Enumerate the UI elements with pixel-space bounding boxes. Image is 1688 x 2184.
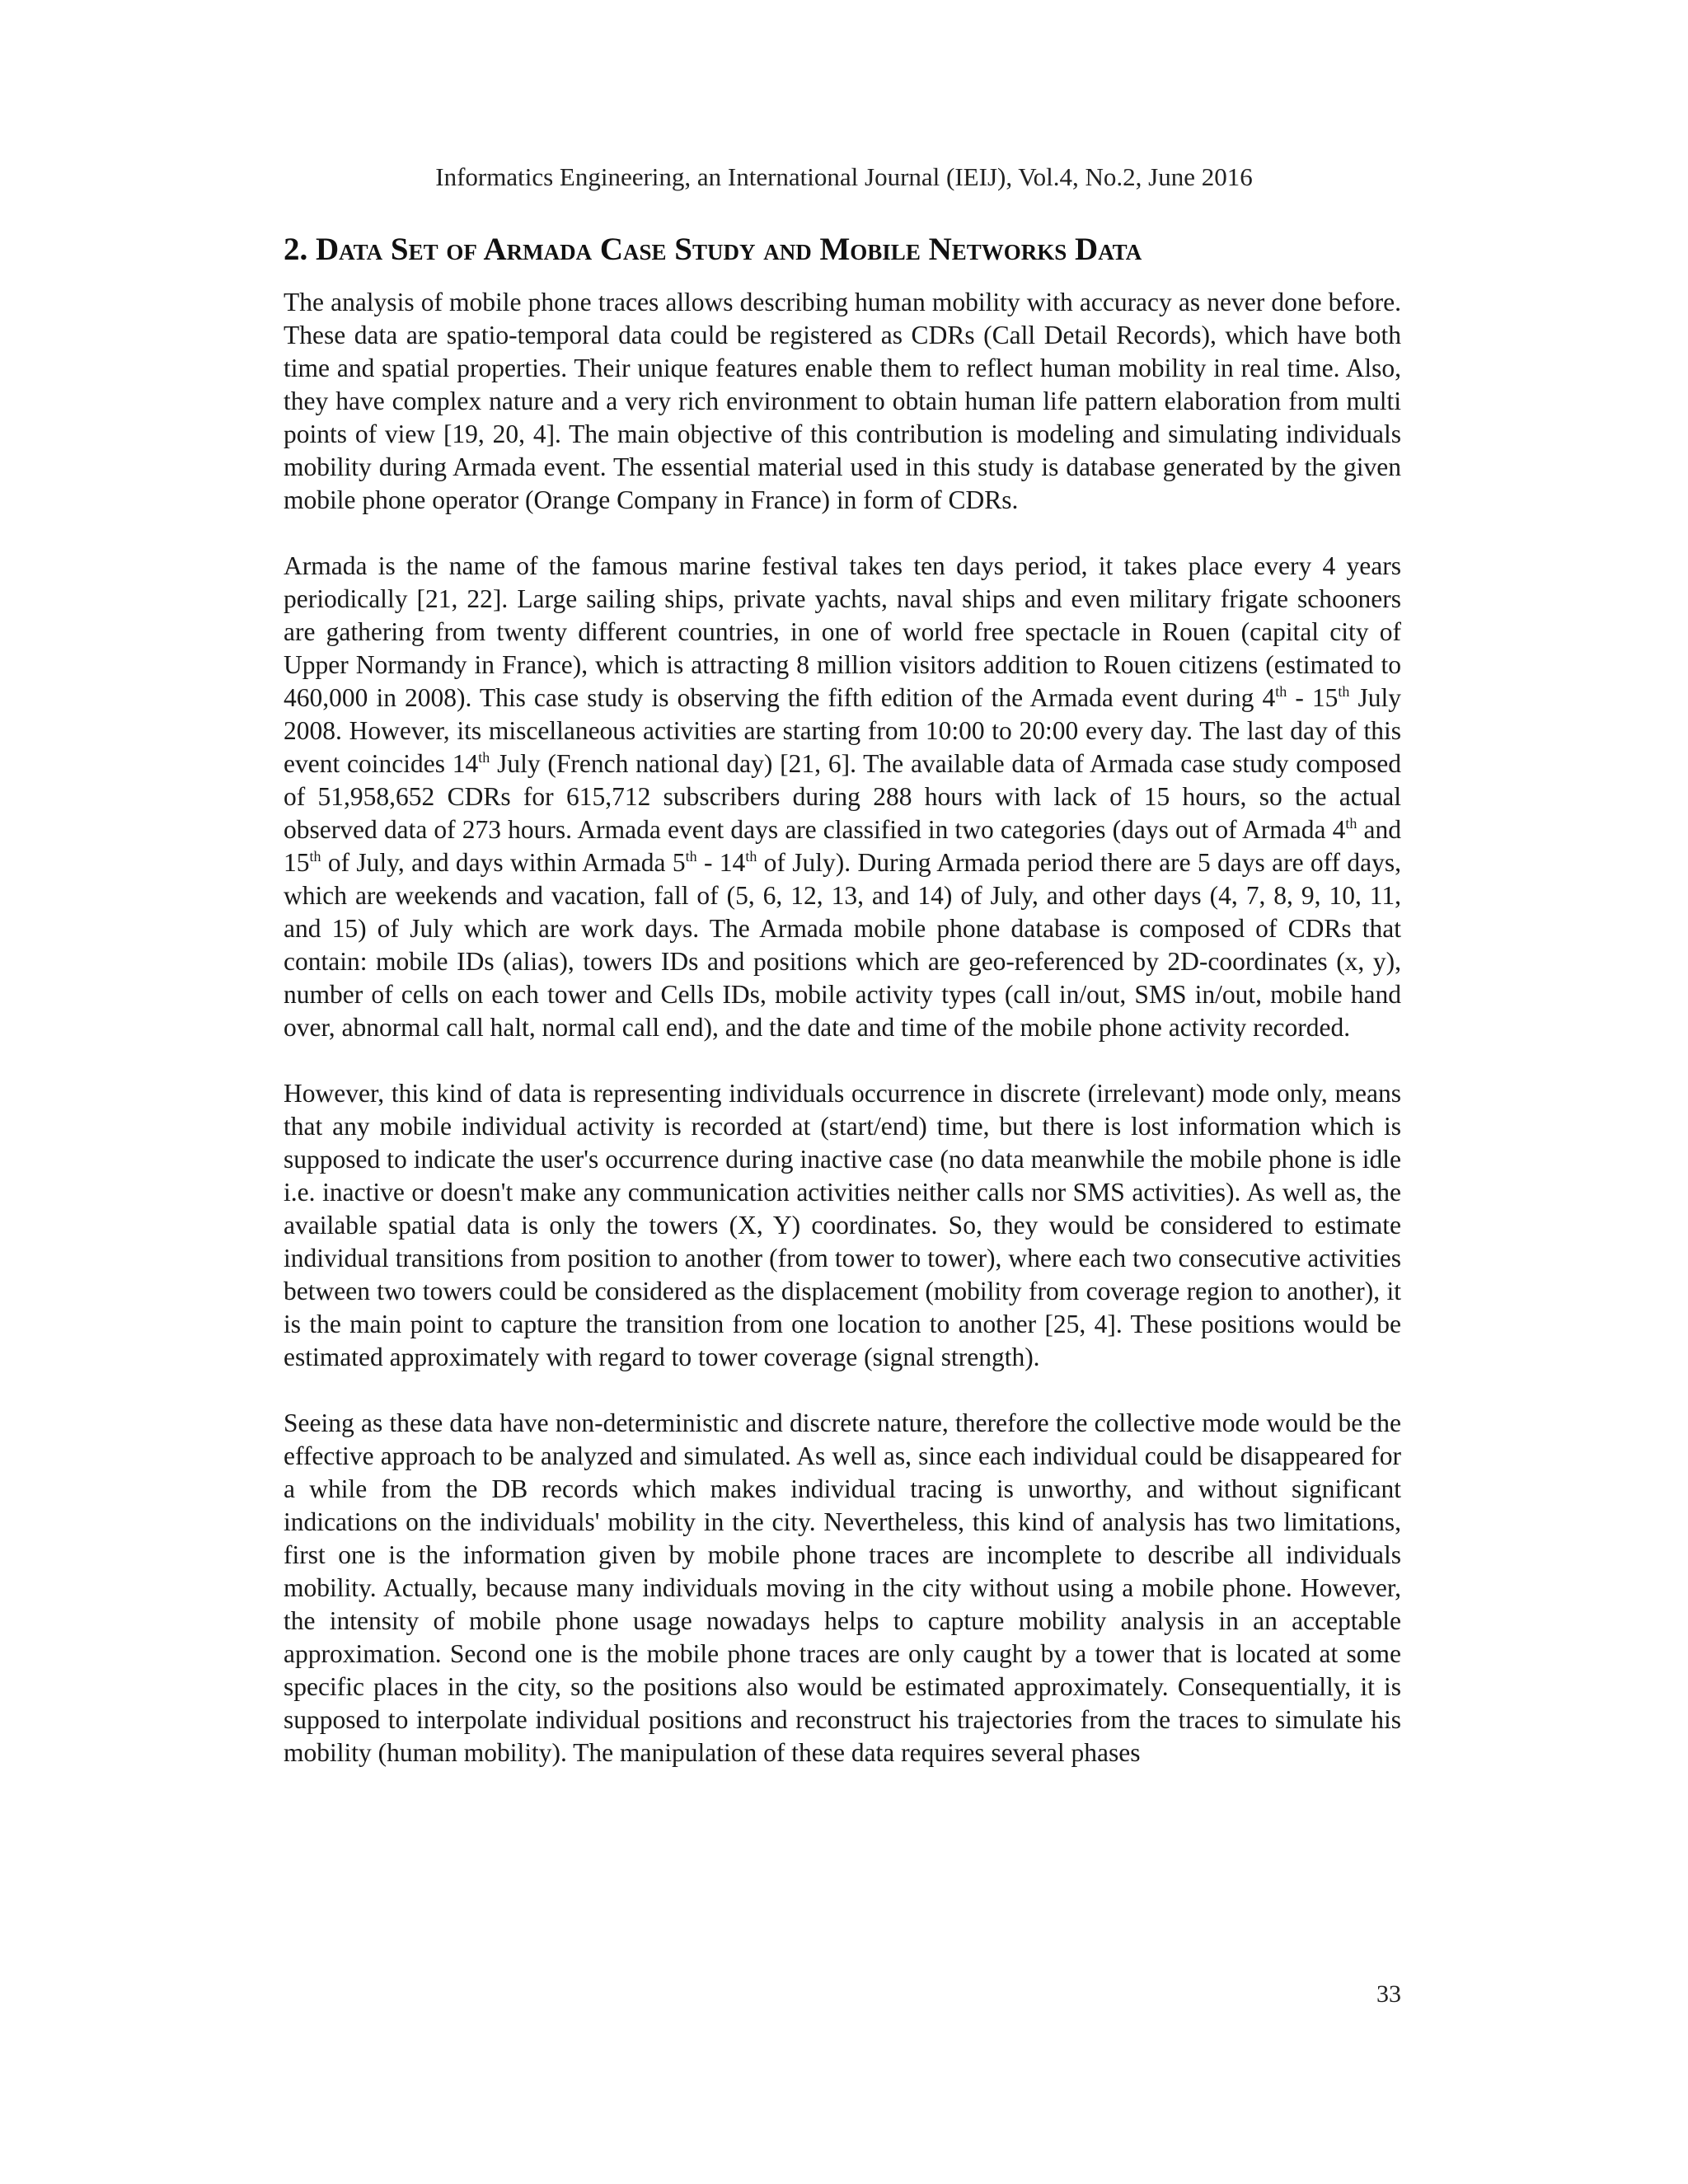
ordinal-suffix: th xyxy=(478,749,490,766)
paragraph-discrete-data: However, this kind of data is representing individuals occurrence in discrete (irrelevant) mode only, means that any mobile individual activity is recorded at (start/end) time, but there is lost information which is supposed to indicate the user's occurrence during inactive case (no data meanwhile the mobile phone is idle i.e. inactive or doesn't make any communication activities neither calls nor SMS activities). As well as, the available spatial data is only the towers (X, Y) coordinates. So, they would be considered to estimate individual transitions from position to another (from tower to tower), where each two consecutive activities between two towers could be considered as the displacement (mobility from coverage region to another), it is the main point to capture the transition from one location to another [25, 4]. These positions would be estimated approximately with regard to tower coverage (signal strength). xyxy=(284,1079,1401,1371)
text-run: Armada is the name of the famous marine festival takes ten days period, it takes place every 4 years periodically [21, 22]. Large sailing ships, private yachts, naval ships and even military frigate schooners are gathering from twenty different countries, in one of world free spectacle in Rouen (capital city of Upper Normandy in France), which is attracting 8 million visitors addition to Rouen citizens (estimated to 460,000 in 2008). This case study is observing the fifth edition of the Armada event during 4 xyxy=(284,551,1401,712)
text-run: of July, and days within Armada 5 xyxy=(321,848,686,877)
text-run: - 15 xyxy=(1287,683,1339,712)
text-run: July 2008. However, its miscellaneous activities are starting from 10:00 to 20:00 every day. The last day of this event coincides 14 xyxy=(284,683,1401,778)
text-run: - 14 xyxy=(696,848,746,877)
paragraph-armada-event xyxy=(284,550,1401,1044)
section-heading: 2. Data Set of Armada Case Study and Mobile Networks Data xyxy=(284,232,1142,267)
ordinal-suffix: th xyxy=(685,848,697,865)
ordinal-suffix: th xyxy=(309,848,321,865)
ordinal-suffix: th xyxy=(1338,683,1350,700)
text-run: July (French national day) [21, 6]. The available data of Armada case study composed of 51,958,652 CDRs for 615,712 subscribers during 288 hours with lack of 15 hours, so the actual observed data of 273 hours. Armada event days are classified in two categories (days out of Armada 4 xyxy=(284,749,1401,844)
text-run: of July). During Armada period there are 5 days are off days, which are weekends and vacation, fall of (5, 6, 12, 13, and 14) of July, and other days (4, 7, 8, 9, 10, 11, and 15) of July which are work days. The Armada mobile phone database is composed of CDRs that contain: mobile IDs (alias), towers IDs and positions which are geo-referenced by 2D-coordinates (x, y), number of cells on each tower and Cells IDs, mobile activity types (call in/out, SMS in/out, mobile hand over, abnormal call halt, normal call end), and the date and time of the mobile phone activity recorded. xyxy=(284,848,1401,1042)
running-header: Informatics Engineering, an International Journal (IEIJ), Vol.4, No.2, June 2016 xyxy=(435,162,1253,191)
paragraph-data-description: The analysis of mobile phone traces allows describing human mobility with accuracy as never done before. These data are spatio-temporal data could be registered as CDRs (Call Detail Records), which have both time and spatial properties. Their unique features enable them to reflect human mobility in real time. Also, they have complex nature and a very rich environment to obtain human life pattern elaboration from multi points of view [19, 20, 4]. The main objective of this contribution is modeling and simulating individuals mobility during Armada event. The essential material used in this study is database generated by the given mobile phone operator (Orange Company in France) in form of CDRs. xyxy=(284,288,1401,514)
ordinal-suffix: th xyxy=(1345,815,1357,832)
text-run: and 15 xyxy=(284,815,1401,877)
ordinal-suffix: th xyxy=(1275,683,1287,700)
body-content xyxy=(284,228,1401,1769)
ordinal-suffix: th xyxy=(745,848,757,865)
paragraph-collective-mode: Seeing as these data have non-deterministic and discrete nature, therefore the collective mode would be the effective approach to be analyzed and simulated. As well as, since each individual could be disappeared for a while from the DB records which makes individual tracing is unworthy, and without significant indications on the individuals' mobility in the city. Nevertheless, this kind of analysis has two limitations, first one is the information given by mobile phone traces are incomplete to describe all individuals mobility. Actually, because many individuals moving in the city without using a mobile phone. However, the intensity of mobile phone usage nowadays helps to capture mobility analysis in an acceptable approximation. Second one is the mobile phone traces are only caught by a tower that is located at some specific places in the city, so the positions also would be estimated approximately. Consequentially, it is supposed to interpolate individual positions and reconstruct his trajectories from the traces to simulate his mobility (human mobility). The manipulation of these data requires several phases xyxy=(284,1408,1401,1767)
page-number: 33 xyxy=(1376,1980,1401,2008)
